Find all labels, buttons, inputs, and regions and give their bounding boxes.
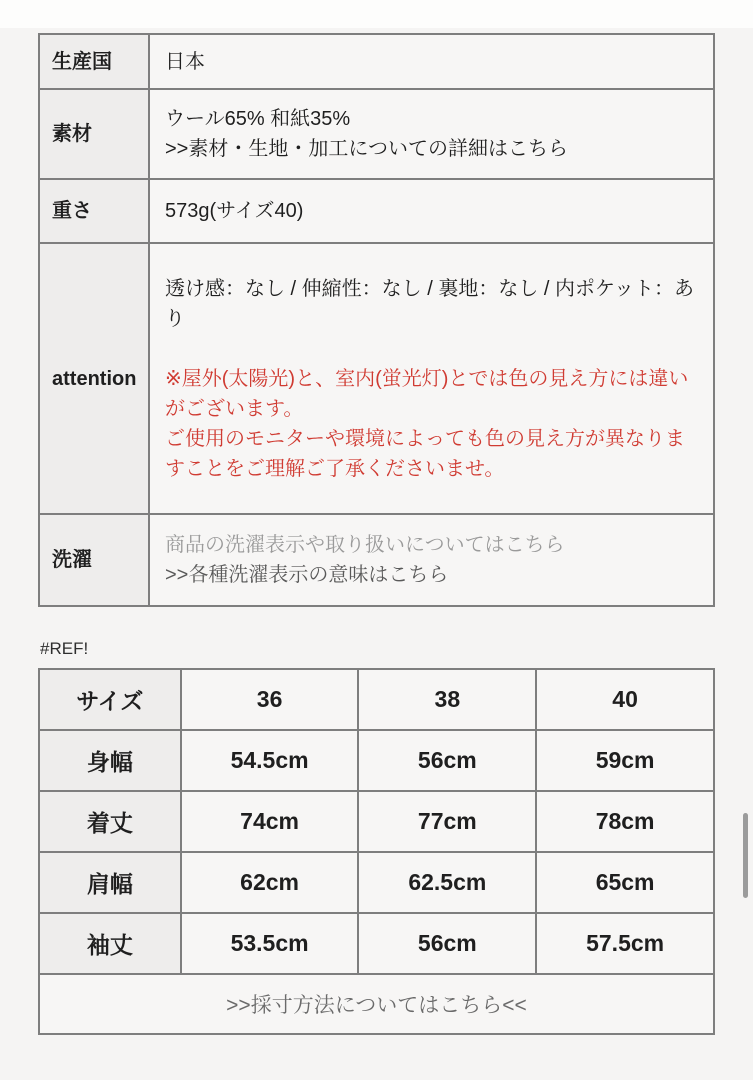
spec-value-weight	[149, 179, 714, 243]
spec-label-washing: 洗濯	[39, 514, 149, 606]
spec-value-material	[149, 89, 714, 179]
spec-label-weight: 重さ	[39, 179, 149, 243]
size-chart-table	[38, 668, 715, 1035]
spec-link-text[interactable]: >>各種洗濯表示の意味はこちら	[165, 564, 449, 586]
size-value-cell: 65cm	[536, 852, 714, 913]
size-header-row	[39, 669, 714, 730]
size-value-cell: 77cm	[358, 791, 536, 852]
spec-row-attention	[39, 243, 714, 514]
size-header-label: サイズ	[39, 669, 181, 730]
size-value-cell: 74cm	[181, 791, 359, 852]
size-header-40: 40	[536, 669, 714, 730]
spec-row-origin	[39, 34, 714, 89]
size-value-cell: 62.5cm	[358, 852, 536, 913]
spec-label-material: 素材	[39, 89, 149, 179]
spec-row-washing	[39, 514, 714, 606]
spec-text: ご使用のモニターや環境によっても色の見え方が異なりますことをご理解ご了承くださいませ。	[165, 427, 685, 480]
spec-label-origin: 生産国	[39, 34, 149, 89]
size-value-cell: 53.5cm	[181, 913, 359, 974]
product-spec-section	[0, 28, 753, 1035]
spec-text: 573g(サイズ40)	[165, 200, 304, 222]
size-row-身幅	[39, 730, 714, 791]
spec-link-text[interactable]: >>素材・生地・加工についての詳細はこちら	[165, 138, 568, 160]
ref-error-label: #REF!	[40, 639, 89, 658]
size-row-肩幅	[39, 852, 714, 913]
spec-link-text[interactable]: 商品の洗濯表示や取り扱いについてはこちら	[165, 534, 565, 556]
size-row-label: 身幅	[39, 730, 181, 791]
size-row-label: 袖丈	[39, 913, 181, 974]
spec-row-weight	[39, 179, 714, 243]
spec-text: ※屋外(太陽光)と、室内(蛍光灯)とでは色の見え方には違いがございます。	[165, 367, 689, 420]
size-row-袖丈	[39, 913, 714, 974]
size-row-label: 着丈	[39, 791, 181, 852]
spec-text: ウール65% 和紙35%	[165, 108, 351, 130]
spec-text: 透け感：なし / 伸縮性：なし / 裏地：なし / 内ポケット：あり	[165, 277, 695, 330]
measurement-method-link[interactable]: >>採寸方法についてはこちら<<	[39, 974, 714, 1034]
size-value-cell: 57.5cm	[536, 913, 714, 974]
spec-label-attention: attention	[39, 243, 149, 514]
spec-value-attention	[149, 243, 714, 514]
size-row-着丈	[39, 791, 714, 852]
size-value-cell: 78cm	[536, 791, 714, 852]
spec-text: 日本	[165, 50, 205, 73]
size-header-38: 38	[358, 669, 536, 730]
size-value-cell: 56cm	[358, 730, 536, 791]
top-background-strip	[0, 0, 753, 28]
spec-row-material	[39, 89, 714, 179]
size-value-cell: 56cm	[358, 913, 536, 974]
size-header-36: 36	[181, 669, 359, 730]
vertical-scrollbar-thumb[interactable]	[743, 813, 748, 898]
size-value-cell: 59cm	[536, 730, 714, 791]
spec-value-washing	[149, 514, 714, 606]
size-footer-row	[39, 974, 714, 1034]
size-value-cell: 54.5cm	[181, 730, 359, 791]
spec-value-origin	[149, 34, 714, 89]
size-row-label: 肩幅	[39, 852, 181, 913]
size-value-cell: 62cm	[181, 852, 359, 913]
product-spec-table	[38, 33, 715, 607]
